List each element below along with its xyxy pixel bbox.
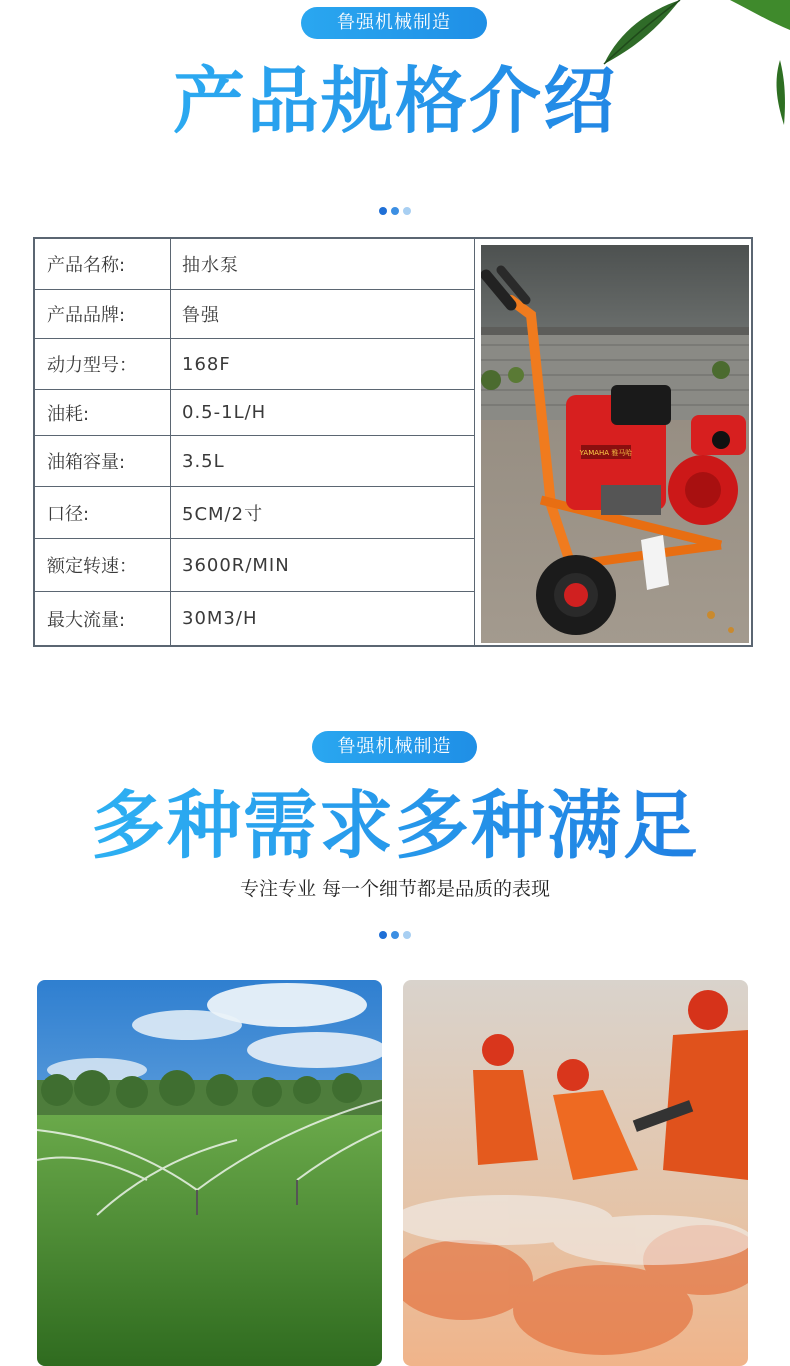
spec-row — [35, 290, 475, 339]
irrigation-photo — [37, 980, 382, 1366]
spec-row — [35, 239, 475, 290]
spec-row — [35, 539, 475, 592]
spec-value: 30M3/H — [182, 608, 258, 629]
section-subtitle: 专注专业 每一个细节都是品质的表现 — [239, 878, 551, 900]
section-title-2: 多种需求多种满足 — [0, 780, 790, 872]
dots-indicator-2 — [0, 924, 790, 934]
spec-row — [35, 390, 475, 436]
dot — [403, 931, 411, 939]
section-title: 产品规格介绍 — [0, 56, 790, 146]
spec-row — [35, 436, 475, 487]
spec-label: 产品名称: — [47, 255, 126, 276]
spec-label: 油箱容量: — [47, 452, 126, 473]
spec-value: 0.5-1L/H — [182, 402, 267, 423]
spec-label: 产品品牌: — [47, 305, 126, 326]
dot — [391, 207, 399, 215]
spec-value: 抽水泵 — [182, 255, 239, 276]
spec-table — [33, 237, 753, 647]
pump-brand-label: YAMAHA 雅马哈 — [579, 449, 633, 457]
spec-value: 168F — [182, 353, 231, 375]
dots-indicator — [0, 200, 790, 210]
dot — [379, 931, 387, 939]
brand-badge-2: 鲁强机械制造 — [312, 731, 477, 763]
spec-value: 鲁强 — [182, 305, 220, 326]
dot — [391, 931, 399, 939]
spec-row — [35, 487, 475, 539]
spec-label: 油耗: — [47, 403, 90, 425]
spec-row — [35, 592, 475, 645]
dot — [403, 207, 411, 215]
pump-photo — [481, 245, 749, 643]
spec-value: 5CM/2寸 — [182, 503, 264, 525]
firefighting-photo — [403, 980, 748, 1366]
spec-label: 额定转速： — [47, 556, 137, 577]
dot — [379, 207, 387, 215]
spec-label: 最大流量: — [47, 609, 126, 631]
spec-value: 3.5L — [182, 450, 225, 472]
spec-row — [35, 339, 475, 390]
spec-value: 3600R/MIN — [182, 554, 290, 576]
spec-label: 动力型号： — [47, 355, 137, 376]
brand-badge: 鲁强机械制造 — [301, 7, 487, 39]
spec-label: 口径: — [47, 503, 90, 525]
